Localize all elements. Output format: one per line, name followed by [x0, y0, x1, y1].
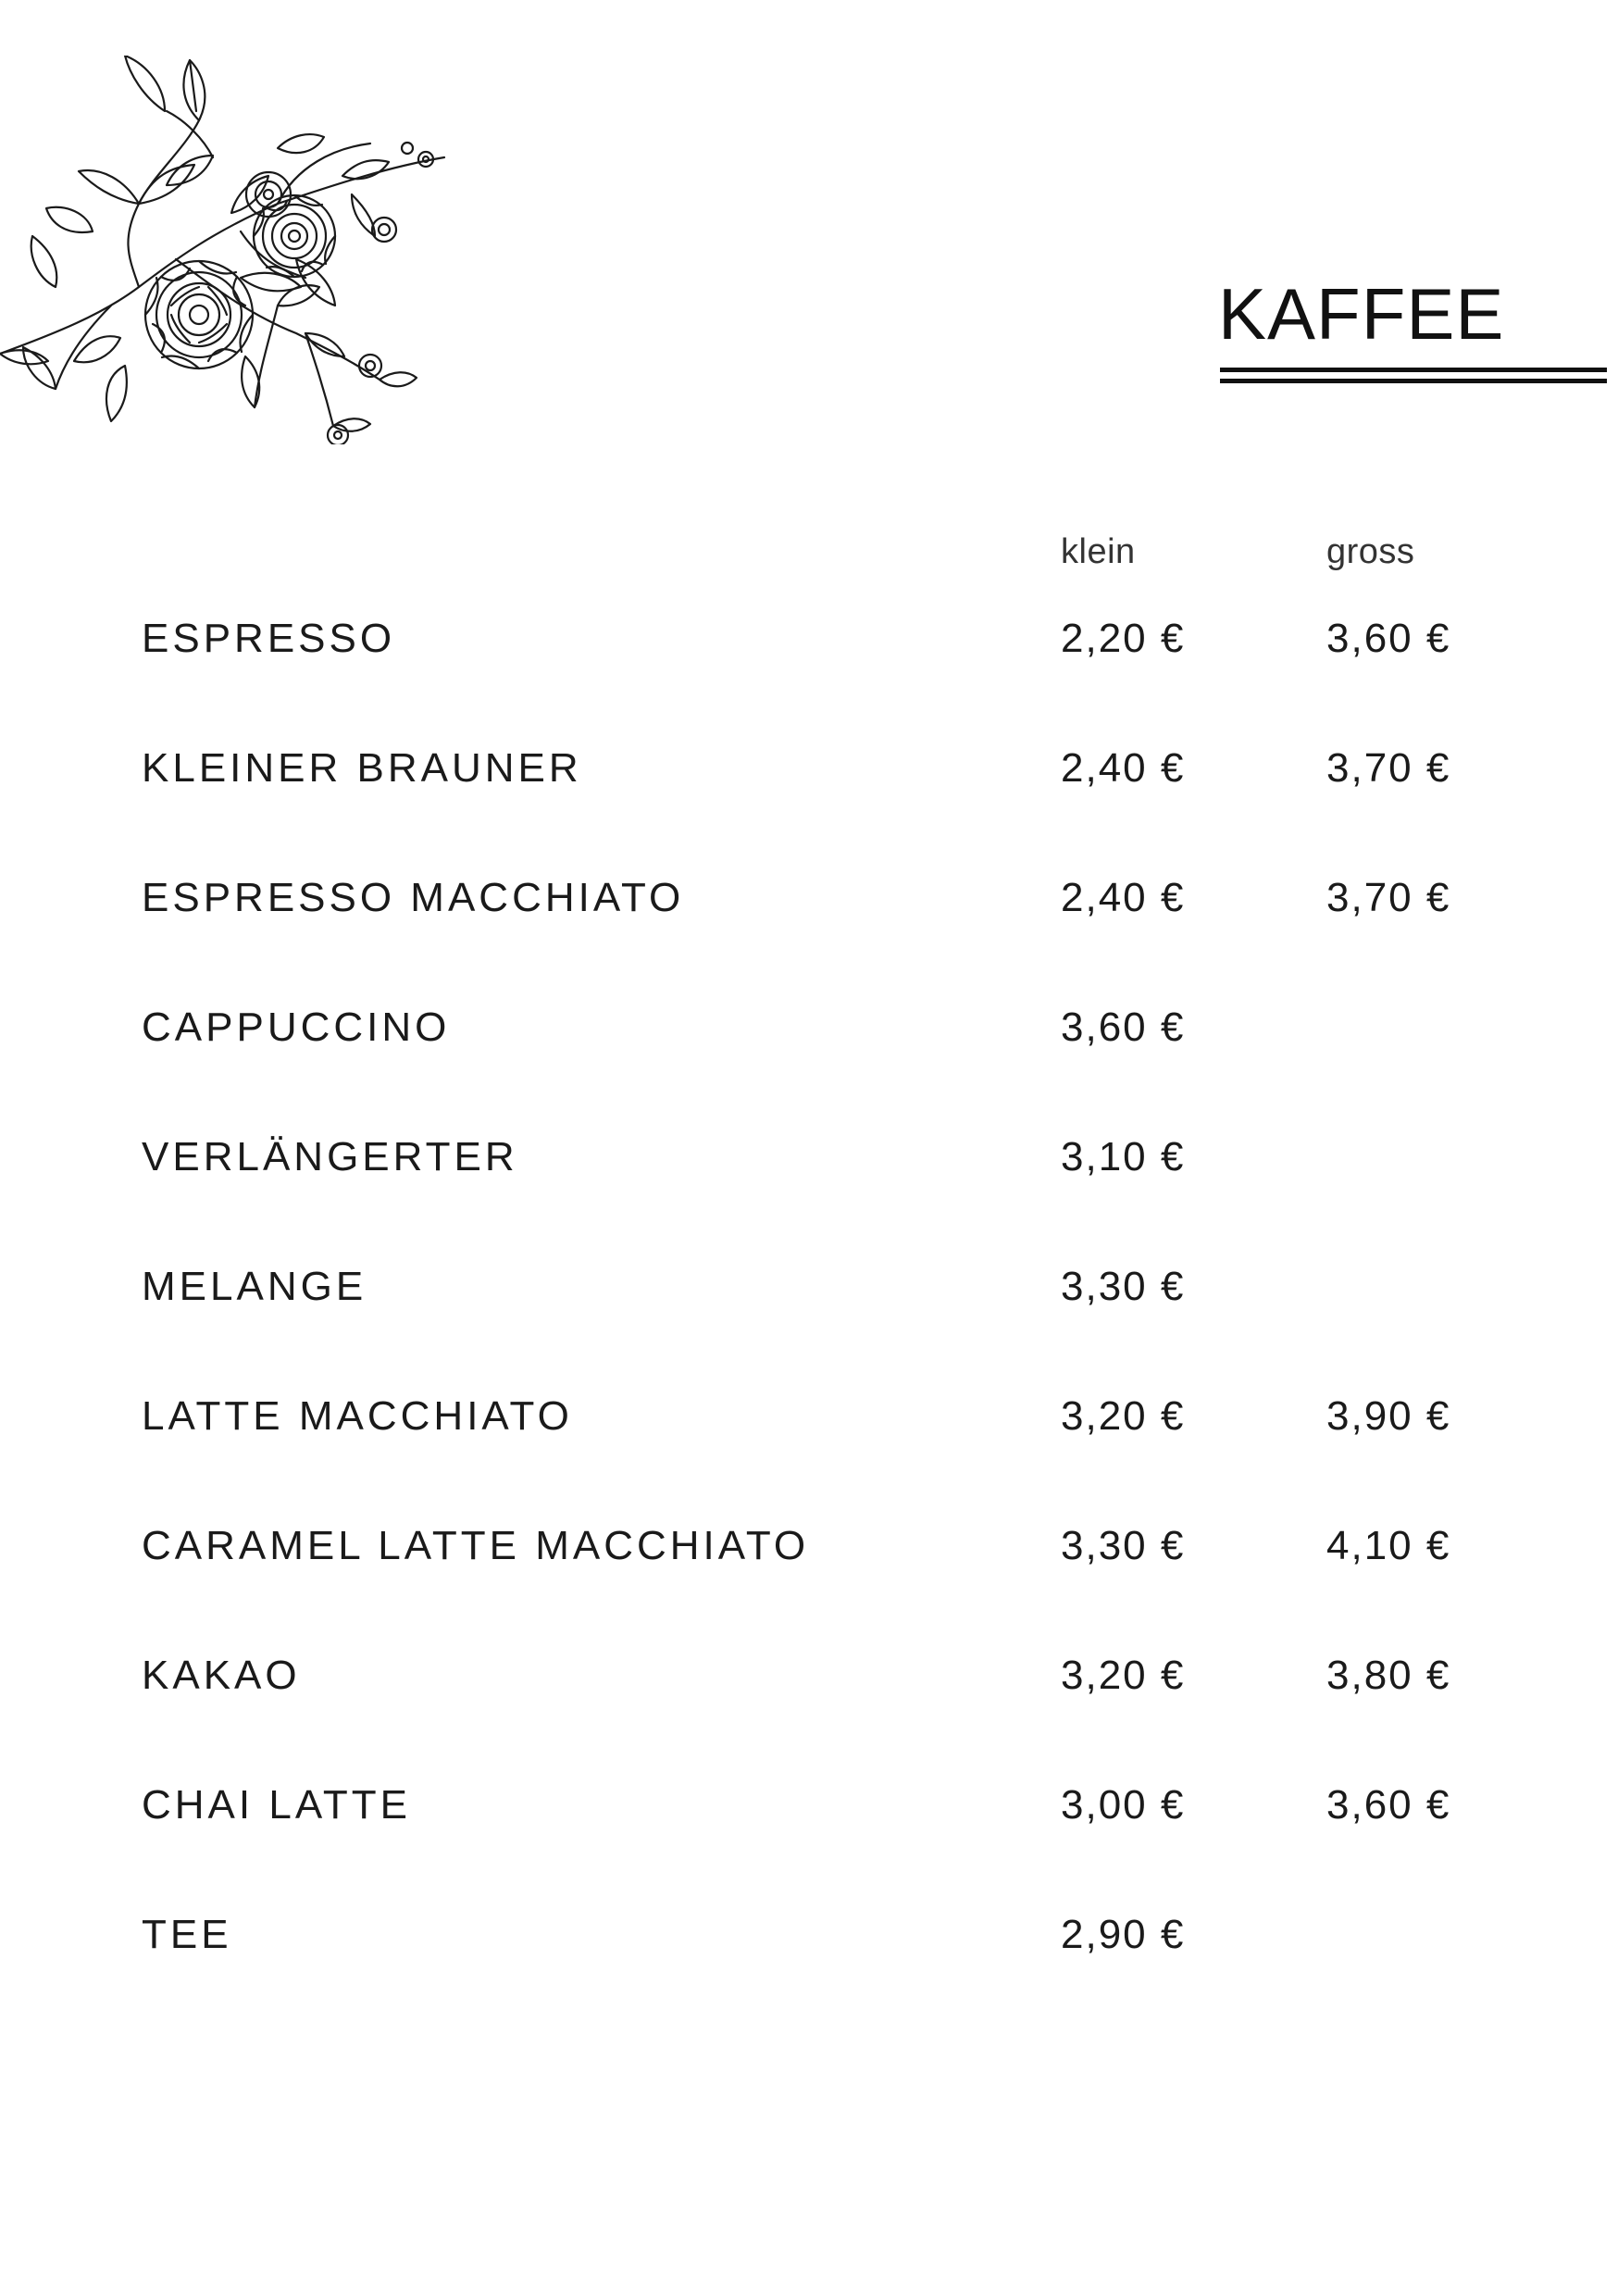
menu-item-name: KAKAO [142, 1653, 301, 1698]
menu-item-name: LATTE MACCHIATO [142, 1393, 573, 1439]
menu-item-name: CARAMEL LATTE MACCHIATO [142, 1523, 810, 1568]
price-klein: 3,00 € [1061, 1782, 1186, 1828]
price-gross: 3,80 € [1326, 1653, 1451, 1698]
menu-item [0, 1639, 1618, 1713]
menu-item-name: ESPRESSO MACCHIATO [142, 875, 685, 920]
price-klein: 2,40 € [1061, 875, 1186, 920]
price-gross: 3,60 € [1326, 616, 1451, 661]
menu-item [0, 1120, 1618, 1194]
menu-item [0, 1379, 1618, 1454]
price-klein: 3,60 € [1061, 1004, 1186, 1050]
menu-item-name: MELANGE [142, 1264, 367, 1309]
page-title: KAFFEE [1218, 273, 1505, 355]
price-klein: 3,10 € [1061, 1134, 1186, 1179]
price-gross: 3,70 € [1326, 745, 1451, 791]
price-gross: 3,60 € [1326, 1782, 1451, 1828]
menu-item [0, 731, 1618, 805]
menu-item [0, 1898, 1618, 1972]
menu-item [0, 991, 1618, 1065]
price-gross: 3,90 € [1326, 1393, 1451, 1439]
menu-item-name: TEE [142, 1912, 232, 1957]
column-header-klein: klein [1061, 532, 1136, 571]
menu-item [0, 1509, 1618, 1583]
menu-item-name: CHAI LATTE [142, 1782, 412, 1828]
price-klein: 3,30 € [1061, 1264, 1186, 1309]
price-klein: 2,90 € [1061, 1912, 1186, 1957]
column-header-gross: gross [1326, 532, 1415, 571]
menu-item-name: KLEINER BRAUNER [142, 745, 582, 791]
price-gross: 3,70 € [1326, 875, 1451, 920]
menu-item-name: VERLÄNGERTER [142, 1134, 518, 1179]
menu-item-name: ESPRESSO [142, 616, 396, 661]
menu-item-name: CAPPUCCINO [142, 1004, 451, 1050]
menu-item [0, 1768, 1618, 1842]
menu-item [0, 602, 1618, 676]
price-klein: 3,20 € [1061, 1393, 1186, 1439]
price-klein: 3,20 € [1061, 1653, 1186, 1698]
menu-item [0, 1250, 1618, 1324]
price-klein: 3,30 € [1061, 1523, 1186, 1568]
menu-item [0, 861, 1618, 935]
price-gross: 4,10 € [1326, 1523, 1451, 1568]
price-klein: 2,40 € [1061, 745, 1186, 791]
price-klein: 2,20 € [1061, 616, 1186, 661]
